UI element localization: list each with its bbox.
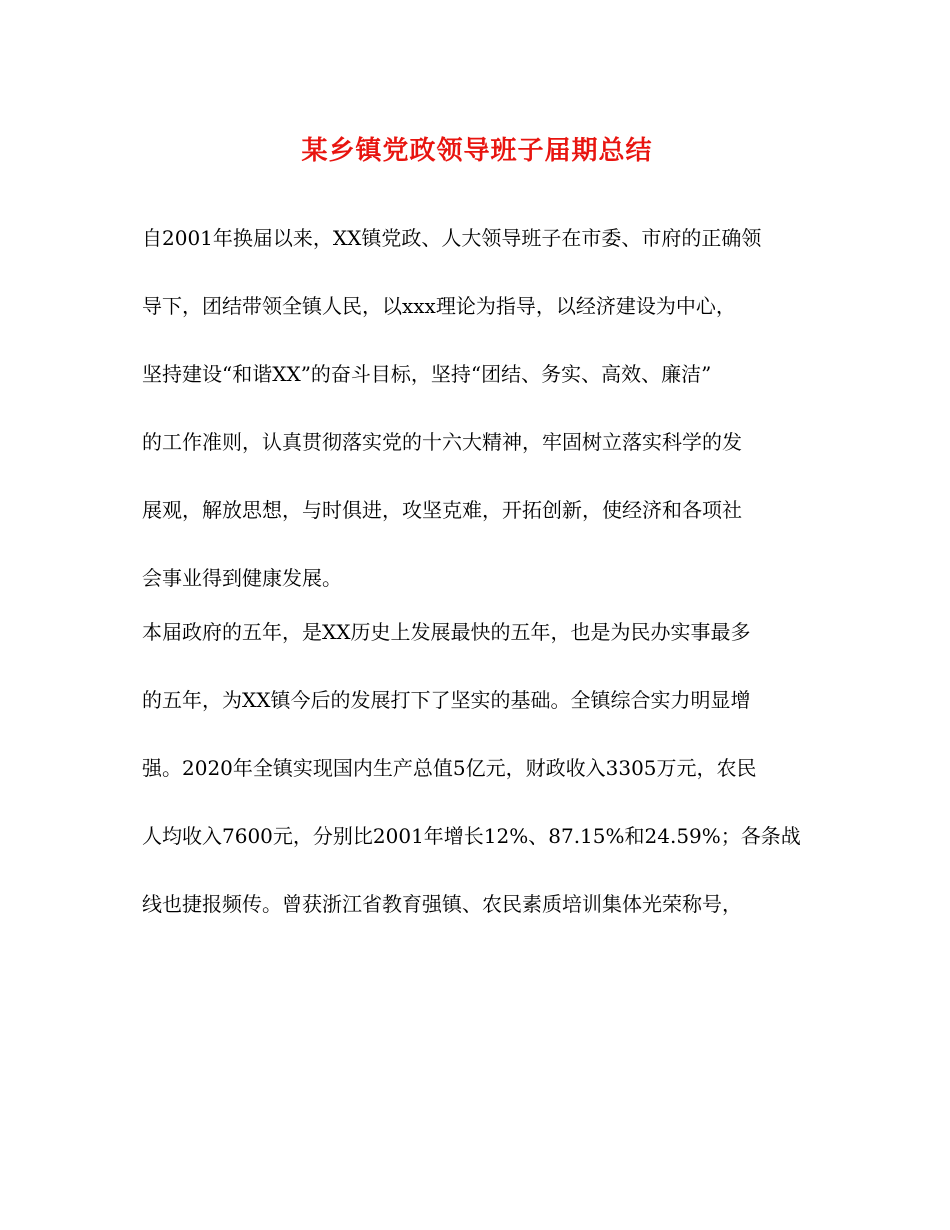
paragraph-1 (142, 204, 812, 612)
paragraph-line: 的五年，为XX镇今后的发展打下了坚实的基础。全镇综合实力明显增 (142, 688, 751, 712)
paragraph-line: 本届政府的五年，是XX历史上发展最快的五年，也是为民办实事最多 (142, 620, 751, 644)
paragraph-line: 导下，团结带领全镇人民，以xxx理论为指导，以经济建设为中心， (142, 294, 736, 318)
paragraph-line: 强。2020年全镇实现国内生产总值5亿元，财政收入3305万元，农民 (142, 756, 757, 780)
paragraph-line: 线也捷报频传。曾获浙江省教育强镇、农民素质培训集体光荣称号， (142, 892, 742, 916)
document-title: 某乡镇党政领导班子届期总结 (301, 136, 653, 166)
paragraph-line: 人均收入7600元，分别比2001年增长12%、87.15%和24.59%；各条战 (142, 824, 801, 848)
paragraph-line: 的工作准则，认真贯彻落实党的十六大精神，牢固树立落实科学的发 (142, 430, 742, 454)
paragraph-2 (142, 598, 812, 938)
paragraph-line: 自2001年换届以来，XX镇党政、人大领导班子在市委、市府的正确领 (142, 226, 762, 250)
paragraph-line: 会事业得到健康发展。 (142, 566, 342, 590)
paragraph-line: 坚持建设“和谐XX”的奋斗目标，坚持“团结、务实、高效、廉洁” (142, 362, 712, 386)
paragraph-line: 展观，解放思想，与时俱进，攻坚克难，开拓创新，使经济和各项社 (142, 498, 742, 522)
